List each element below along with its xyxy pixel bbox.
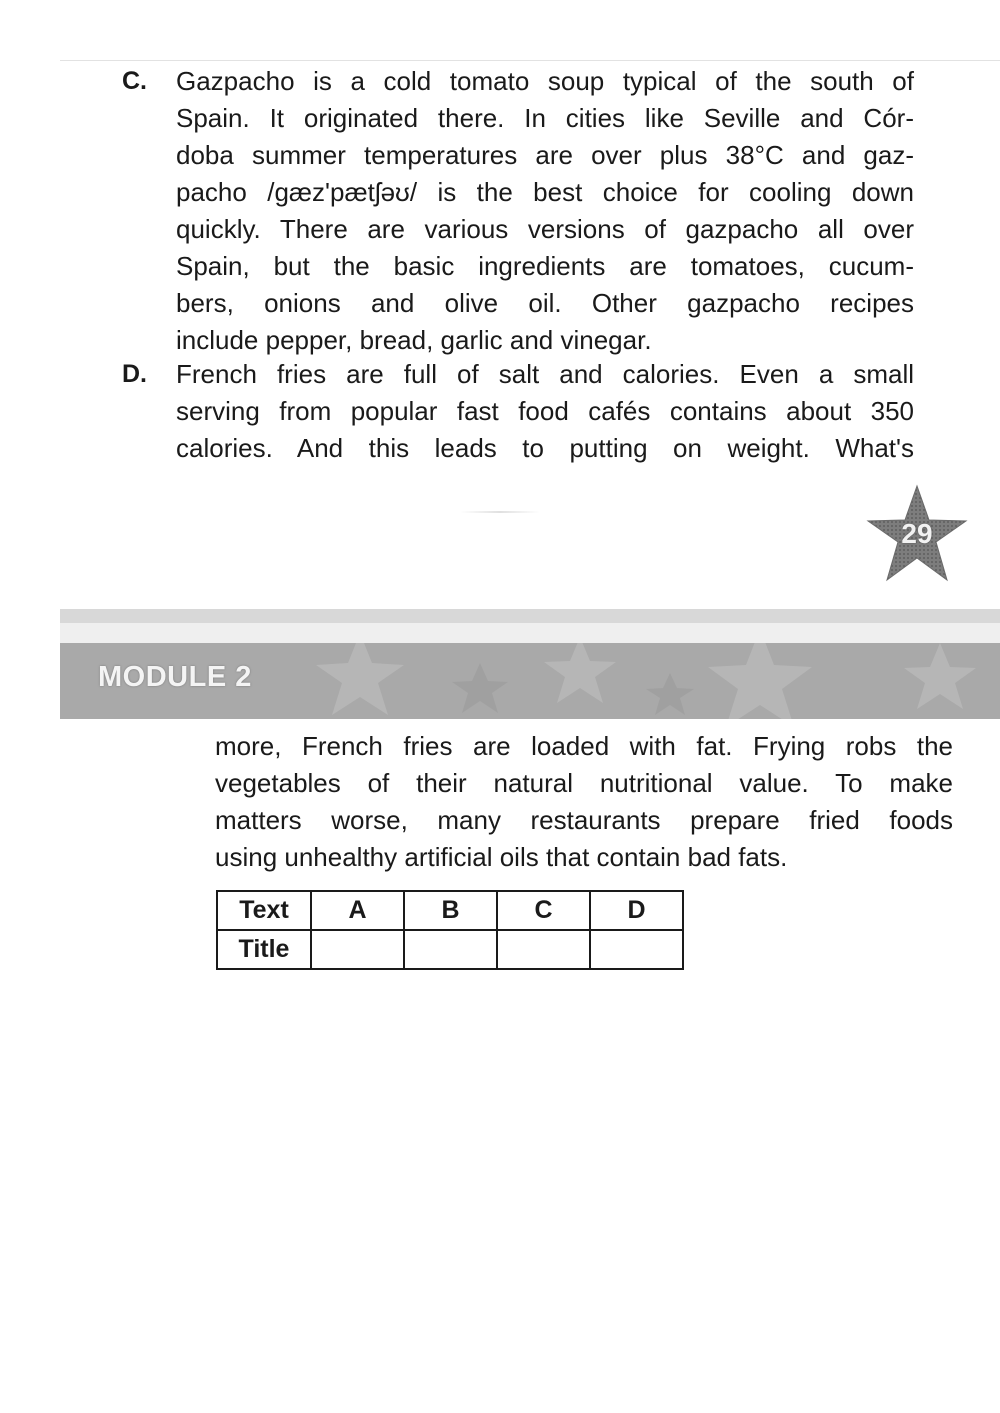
answer-cell-c[interactable] <box>497 930 590 969</box>
table-row-label: Title <box>217 930 311 969</box>
text-line: quickly. There are various versions of gazpacho all over <box>176 214 914 244</box>
text-line: Gazpacho is a cold tomato soup typical of the south of <box>176 66 914 96</box>
text-line: pacho /gæz'pætʃəʊ/ is the best choice for cooling down <box>176 177 914 207</box>
table-answer-row <box>217 930 683 969</box>
page-number-badge <box>862 484 972 584</box>
answer-cell-a[interactable] <box>311 930 404 969</box>
paragraph-c <box>122 63 922 359</box>
table-column-a: A <box>311 891 404 930</box>
table-column-b: B <box>404 891 497 930</box>
text-line: more, French fries are loaded with fat. Frying robs the <box>215 731 953 761</box>
module-title: MODULE 2 <box>98 661 252 693</box>
module-header-band <box>60 609 1000 719</box>
text-line: Spain, but the basic ingredients are tomatoes, cucum- <box>176 251 914 281</box>
paragraph-d <box>122 356 922 467</box>
text-line: vegetables of their natural nutritional value. To make <box>215 768 953 798</box>
text-line: Spain. It originated there. In cities like Seville and Cór- <box>176 103 914 133</box>
table-header-label: Text <box>217 891 311 930</box>
scan-smudge <box>460 511 540 513</box>
paragraph-letter: D. <box>122 360 147 388</box>
text-line: serving from popular fast food cafés contains about 350 <box>176 396 914 426</box>
table-column-c: C <box>497 891 590 930</box>
answer-cell-b[interactable] <box>404 930 497 969</box>
text-line: doba summer temperatures are over plus 38°C and gaz- <box>176 140 914 170</box>
text-line: calories. And this leads to putting on weight. What's <box>176 433 914 463</box>
text-line: using unhealthy artificial oils that contain bad fats. <box>215 842 788 872</box>
page-number: 29 <box>901 518 933 549</box>
top-rule <box>60 60 1000 61</box>
text-line: bers, onions and olive oil. Other gazpacho recipes <box>176 288 914 318</box>
text-line: French fries are full of salt and calories. Even a small <box>176 359 914 389</box>
table-column-d: D <box>590 891 683 930</box>
paragraph-letter: C. <box>122 67 147 95</box>
answer-table <box>216 890 684 970</box>
text-line: matters worse, many restaurants prepare fried foods <box>215 805 953 835</box>
answer-cell-d[interactable] <box>590 930 683 969</box>
table-header-row <box>217 891 683 930</box>
paragraph-d-continued <box>215 728 955 876</box>
text-line: include pepper, bread, garlic and vinegar. <box>176 325 652 355</box>
